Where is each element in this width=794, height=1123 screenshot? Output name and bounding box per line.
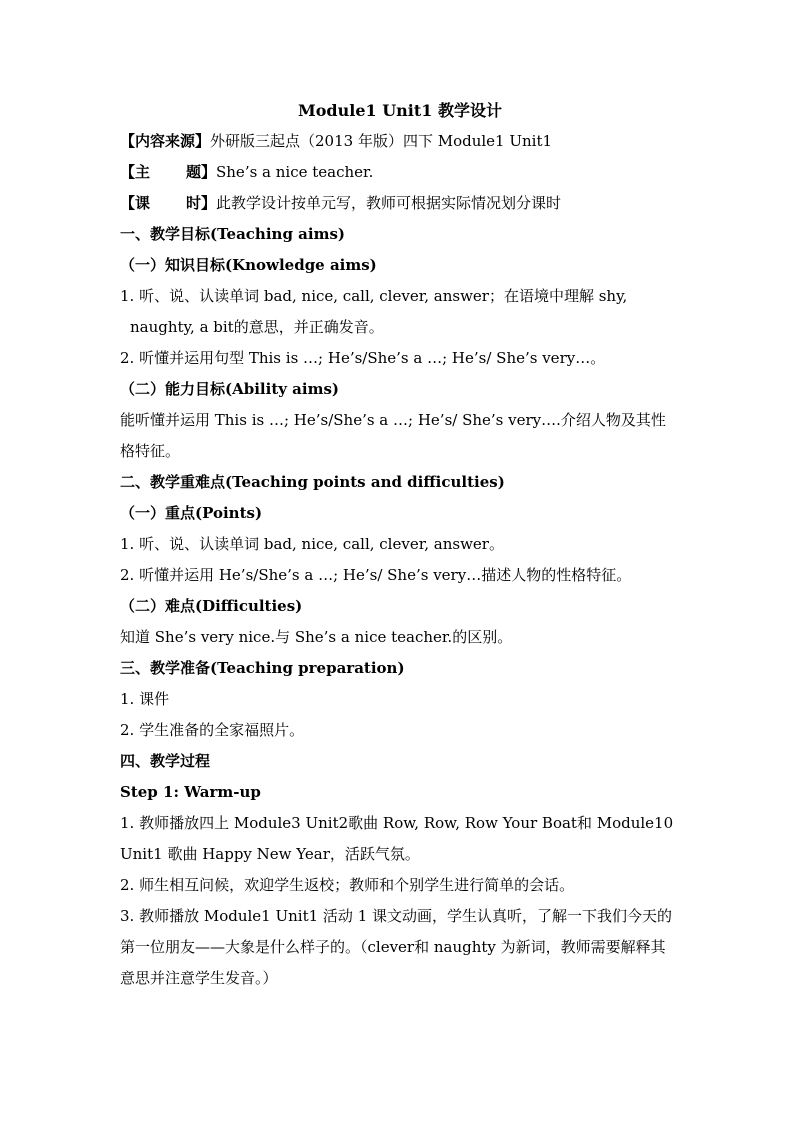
section-1-sub-2-text: 能听懂并运用 This is …; He’s/She’s a …; He’s/ She’s very….介绍人物及其性格特征。 [120, 411, 666, 460]
section-1-sub-1-heading: （一）知识目标(Knowledge aims) [120, 256, 377, 274]
meta-topic-label-close: 题】 [185, 163, 216, 181]
meta-source [120, 126, 680, 157]
section-2-sub-1-item-2: 2. 听懂并运用 He’s/She’s a …; He’s/ She’s very…描述人物的性格特征。 [120, 566, 632, 584]
document-page [120, 96, 680, 994]
section-2-sub-1-item-1: 1. 听、说、认读单词 bad, nice, call, clever, answer。 [120, 535, 504, 553]
meta-topic-label-open: 【主 [120, 163, 151, 181]
meta-source-label: 【内容来源】 [120, 132, 211, 150]
section-1-sub-1-item-2: 2. 听懂并运用句型 This is …; He’s/She’s a …; He’s/ She’s very…。 [120, 349, 606, 367]
meta-topic-label [120, 157, 216, 188]
meta-topic [120, 157, 680, 188]
step-1-item-3: 3. 教师播放 Module1 Unit1 活动 1 课文动画，学生认真听，了解一下我们今天的第一位朋友——大象是什么样子的。（clever和 naughty 为新词，教师需要解释其意思并注意学生发音。） [120, 907, 673, 987]
section-2-sub-2-text: 知道 She’s very nice.与 She’s a nice teacher.的区别。 [120, 628, 513, 646]
section-1-sub-2-heading: （二）能力目标(Ability aims) [120, 380, 340, 398]
document-title: Module1 Unit1 教学设计 [298, 101, 502, 120]
step-1-item-2: 2. 师生相互问候，欢迎学生返校；教师和个别学生进行简单的会话。 [120, 876, 575, 894]
section-4-heading: 四、教学过程 [120, 752, 211, 770]
meta-period-value: 此教学设计按单元写，教师可根据实际情况划分课时 [216, 194, 562, 212]
step-1-heading: Step 1: Warm-up [120, 783, 261, 801]
meta-period [120, 188, 680, 219]
meta-topic-value: She’s a nice teacher. [216, 163, 374, 181]
section-3-item-1: 1. 课件 [120, 690, 170, 708]
step-1-item-1: 1. 教师播放四上 Module3 Unit2歌曲 Row, Row, Row Your Boat和 Module10 Unit1 歌曲 Happy New Year，活跃气氛。 [120, 814, 674, 863]
section-2-heading: 二、教学重难点(Teaching points and difficulties) [120, 473, 505, 491]
section-3-heading: 三、教学准备(Teaching preparation) [120, 659, 405, 677]
section-1-heading: 一、教学目标(Teaching aims) [120, 225, 345, 243]
meta-period-label-close: 时】 [185, 194, 216, 212]
section-2-sub-1-heading: （一）重点(Points) [120, 504, 263, 522]
section-1-sub-1-item-1: 1. 听、说、认读单词 bad, nice, call, clever, answer；在语境中理解 shy, naughty, a bit的意思，并正确发音。 [120, 287, 628, 336]
meta-source-value: 外研版三起点（2013 年版）四下 Module1 Unit1 [210, 132, 553, 150]
section-2-sub-2-heading: （二）难点(Difficulties) [120, 597, 303, 615]
meta-period-label-open: 【课 [120, 194, 151, 212]
meta-period-label [120, 188, 216, 219]
section-3-item-2: 2. 学生准备的全家福照片。 [120, 721, 305, 739]
